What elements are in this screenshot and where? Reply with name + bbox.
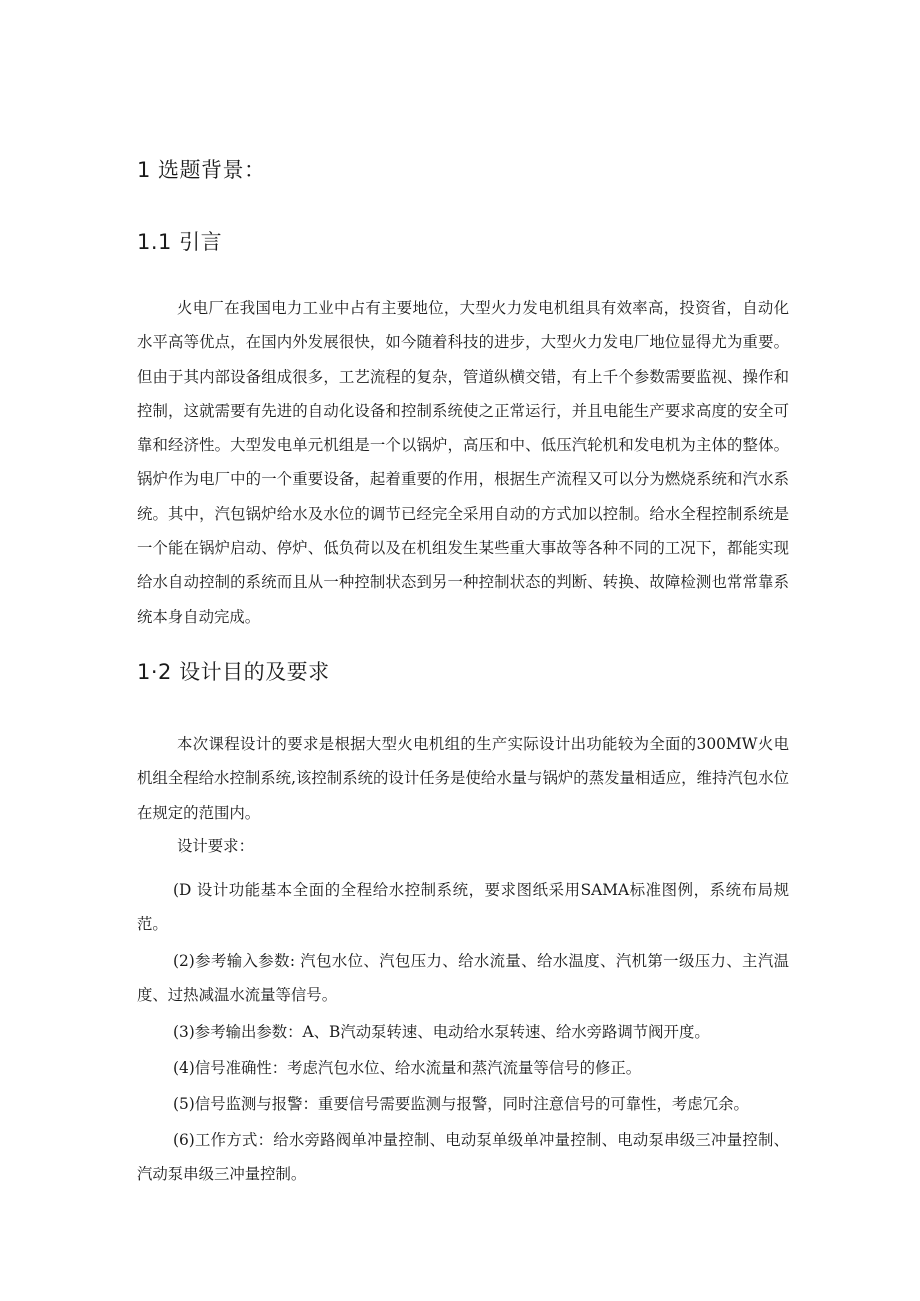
requirement-item-4: (4)信号准确性：考虑汽包水位、给水流量和蒸汽流量等信号的修正。 [173, 1059, 642, 1077]
requirement-item-2: (2)参考输入参数: 汽包水位、汽包压力、给水流量、给水温度、汽机第一级压力、主汽温度、过热减温水流量等信号。 [137, 952, 789, 1005]
section-1-1-heading: 1.1 引言 [137, 230, 223, 254]
design-purpose-paragraph: 本次课程设计的要求是根据大型火电机组的生产实际设计出功能较为全面的300MW火电机组全程给水控制系统,该控制系统的设计任务是使给水量与锅炉的蒸发量相适应，维持汽包水位在规定的范围内。 [137, 735, 789, 822]
section-1-heading: 1 选题背景： [137, 158, 266, 182]
introduction-paragraph: 火电厂在我国电力工业中占有主要地位，大型火力发电机组具有效率高，投资省，自动化水平高等优点，在国内外发展很快，如今随着科技的进步，大型火力发电厂地位显得尤为重要。但由于其内部设备组成很多，工艺流程的复杂，管道纵横交错，有上千个参数需要监视、操作和控制，这就需要有先进的自动化设备和控制系统使之正常运行，并且电能生产要求高度的安全可靠和经济性。大型发电单元机组是一个以锅炉，高压和中、低压汽轮机和发电机为主体的整体。锅炉作为电厂中的一个重要设备，起着重要的作用，根据生产流程又可以分为燃烧系统和汽水系统。其中，汽包锅炉给水及水位的调节已经完全采用自动的方式加以控制。给水全程控制系统是一个能在锅炉启动、停炉、低负荷以及在机组发生某些重大事故等各种不同的工况下，都能实现给水自动控制的系统而且从一种控制状态到另一种控制状态的判断、转换、故障检测也常常靠系统本身自动完成。 [137, 299, 789, 626]
requirement-item-1: (D 设计功能基本全面的全程给水控制系统，要求图纸采用SAMA标准图例，系统布局规范。 [137, 881, 789, 934]
requirement-item-6: (6)工作方式：给水旁路阀单冲量控制、电动泵单级单冲量控制、电动泵串级三冲量控制、汽动泵串级三冲量控制。 [137, 1131, 789, 1184]
requirements-label: 设计要求： [177, 837, 254, 855]
requirement-item-3: (3)参考输出参数：A、B汽动泵转速、电动给水泵转速、给水旁路调节阀开度。 [173, 1023, 710, 1041]
section-1-2-heading: 1·2 设计目的及要求 [137, 660, 330, 684]
requirement-item-5: (5)信号监测与报警：重要信号需要监测与报警，同时注意信号的可靠性，考虑冗余。 [173, 1095, 749, 1113]
